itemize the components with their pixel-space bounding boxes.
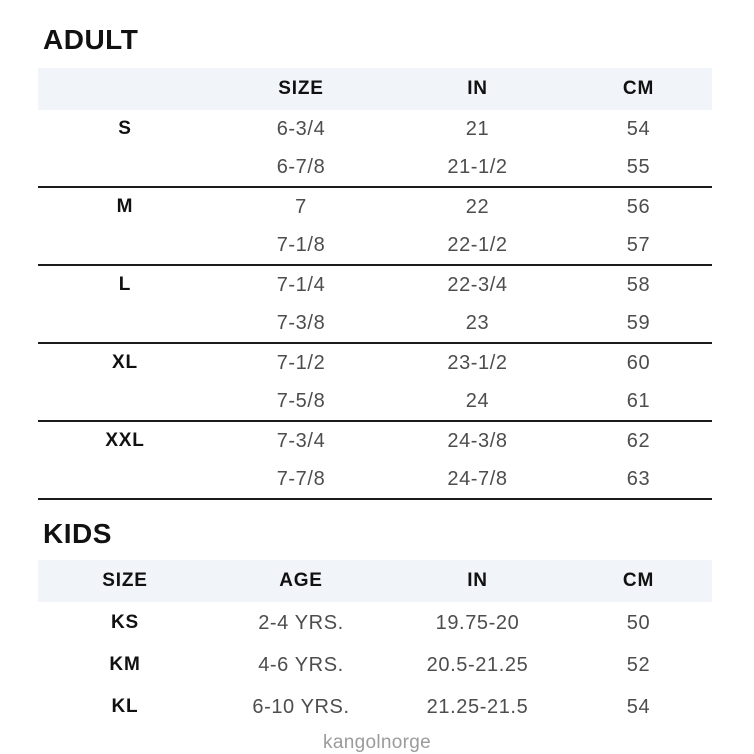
hat-size-cell: 7-5/8 [276, 389, 326, 412]
table-row [38, 644, 712, 686]
size-label: KL [111, 696, 139, 717]
inches-cell: 22-1/2 [447, 233, 508, 256]
adult-group-l [38, 266, 712, 344]
table-row [38, 686, 712, 728]
kids-size-table [38, 560, 712, 728]
cm-cell: 50 [626, 611, 651, 634]
inches-cell: 24-7/8 [447, 467, 508, 490]
cm-cell: 52 [626, 653, 651, 676]
hat-size-cell: 7-3/4 [276, 429, 326, 452]
inches-cell: 22 [465, 195, 490, 218]
table-row [38, 382, 712, 420]
table-row [38, 422, 712, 460]
age-cell: 6-10 YRS. [252, 695, 350, 718]
inches-cell: 23 [465, 311, 490, 334]
inches-cell: 21-1/2 [447, 155, 508, 178]
inches-cell: 24 [465, 389, 490, 412]
size-label: XXL [105, 430, 145, 451]
hat-size-cell: 7-7/8 [276, 467, 326, 490]
size-label: M [116, 196, 134, 217]
table-row [38, 602, 712, 644]
table-row [38, 148, 712, 186]
table-row [38, 266, 712, 304]
kids-header-size: SIZE [102, 570, 148, 591]
adult-header-in: IN [467, 78, 488, 99]
adult-header-size: SIZE [278, 78, 324, 99]
cm-cell: 56 [626, 195, 651, 218]
hat-size-cell: 6-3/4 [276, 117, 326, 140]
inches-cell: 21.25-21.5 [426, 695, 529, 718]
adult-group-xl [38, 344, 712, 422]
cm-cell: 54 [626, 695, 651, 718]
size-label: KS [111, 612, 139, 633]
hat-size-cell: 6-7/8 [276, 155, 326, 178]
inches-cell: 19.75-20 [435, 611, 520, 634]
size-label: XL [112, 352, 138, 373]
table-row [38, 110, 712, 148]
cm-cell: 62 [626, 429, 651, 452]
adult-group-s [38, 110, 712, 188]
inches-cell: 22-3/4 [447, 273, 508, 296]
cm-cell: 63 [626, 467, 651, 490]
table-row [38, 188, 712, 226]
table-row [38, 344, 712, 382]
cm-cell: 61 [626, 389, 651, 412]
cm-cell: 55 [626, 155, 651, 178]
kids-header-in: IN [467, 570, 488, 591]
cm-cell: 57 [626, 233, 651, 256]
kids-section-title: KIDS [43, 518, 112, 549]
brand-watermark: kangolnorge [323, 732, 431, 753]
adult-section-title: ADULT [43, 24, 139, 55]
kids-header-cm: CM [622, 570, 655, 591]
table-row [38, 304, 712, 342]
hat-size-cell: 7 [295, 195, 307, 218]
hat-size-cell: 7-1/8 [276, 233, 326, 256]
cm-cell: 60 [626, 351, 651, 374]
hat-size-cell: 7-3/8 [276, 311, 326, 334]
cm-cell: 58 [626, 273, 651, 296]
hat-size-cell: 7-1/2 [276, 351, 326, 374]
inches-cell: 20.5-21.25 [426, 653, 529, 676]
size-label: KM [109, 654, 141, 675]
age-cell: 2-4 YRS. [258, 611, 344, 634]
table-row [38, 226, 712, 264]
kids-table-header-row [38, 560, 712, 602]
inches-cell: 23-1/2 [447, 351, 508, 374]
adult-size-table [38, 68, 712, 500]
size-label: S [118, 118, 132, 139]
cm-cell: 54 [626, 117, 651, 140]
kids-header-age: AGE [279, 570, 323, 591]
adult-header-cm: CM [622, 78, 655, 99]
hat-size-cell: 7-1/4 [276, 273, 326, 296]
adult-table-header-row [38, 68, 712, 110]
adult-group-m [38, 188, 712, 266]
inches-cell: 21 [465, 117, 490, 140]
age-cell: 4-6 YRS. [258, 653, 344, 676]
inches-cell: 24-3/8 [447, 429, 508, 452]
cm-cell: 59 [626, 311, 651, 334]
table-row [38, 460, 712, 498]
adult-group-xxl [38, 422, 712, 500]
size-label: L [118, 274, 132, 295]
